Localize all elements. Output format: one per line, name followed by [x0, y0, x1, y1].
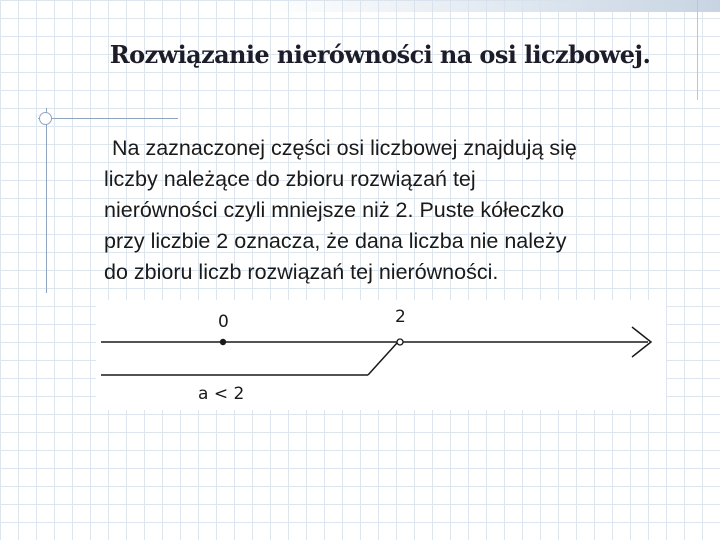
number-line-figure: [96, 300, 666, 410]
slide-title: Rozwiązanie nierówności na osi liczbowej.: [109, 40, 651, 69]
solution-label: a < 2: [198, 384, 245, 404]
filled-point-zero: [220, 339, 226, 345]
solution-ray-connector: [368, 343, 397, 375]
decorative-circle-icon: [39, 112, 52, 125]
open-point-two: [397, 339, 403, 345]
decorative-horizontal-line: [38, 118, 178, 119]
body-line: przy liczbie 2 oznacza, że dana liczba nie należy: [104, 229, 567, 253]
body-line: nierówności czyli mniejsze niż 2. Puste kółeczko: [104, 198, 565, 222]
point-label-zero: 0: [218, 312, 229, 332]
slide-body-text: [104, 133, 684, 288]
top-decorative-panel: [265, 0, 720, 12]
body-line: do zbioru liczb rozwiązań tej nierówności.: [104, 260, 499, 284]
point-label-two: 2: [395, 307, 406, 327]
decorative-vertical-line: [46, 108, 47, 293]
number-line-svg: [96, 300, 666, 410]
body-line: Na zaznaczonej części osi liczbowej znajdują się: [112, 136, 577, 160]
body-line: liczby należące do zbioru rozwiązań tej: [104, 167, 476, 191]
